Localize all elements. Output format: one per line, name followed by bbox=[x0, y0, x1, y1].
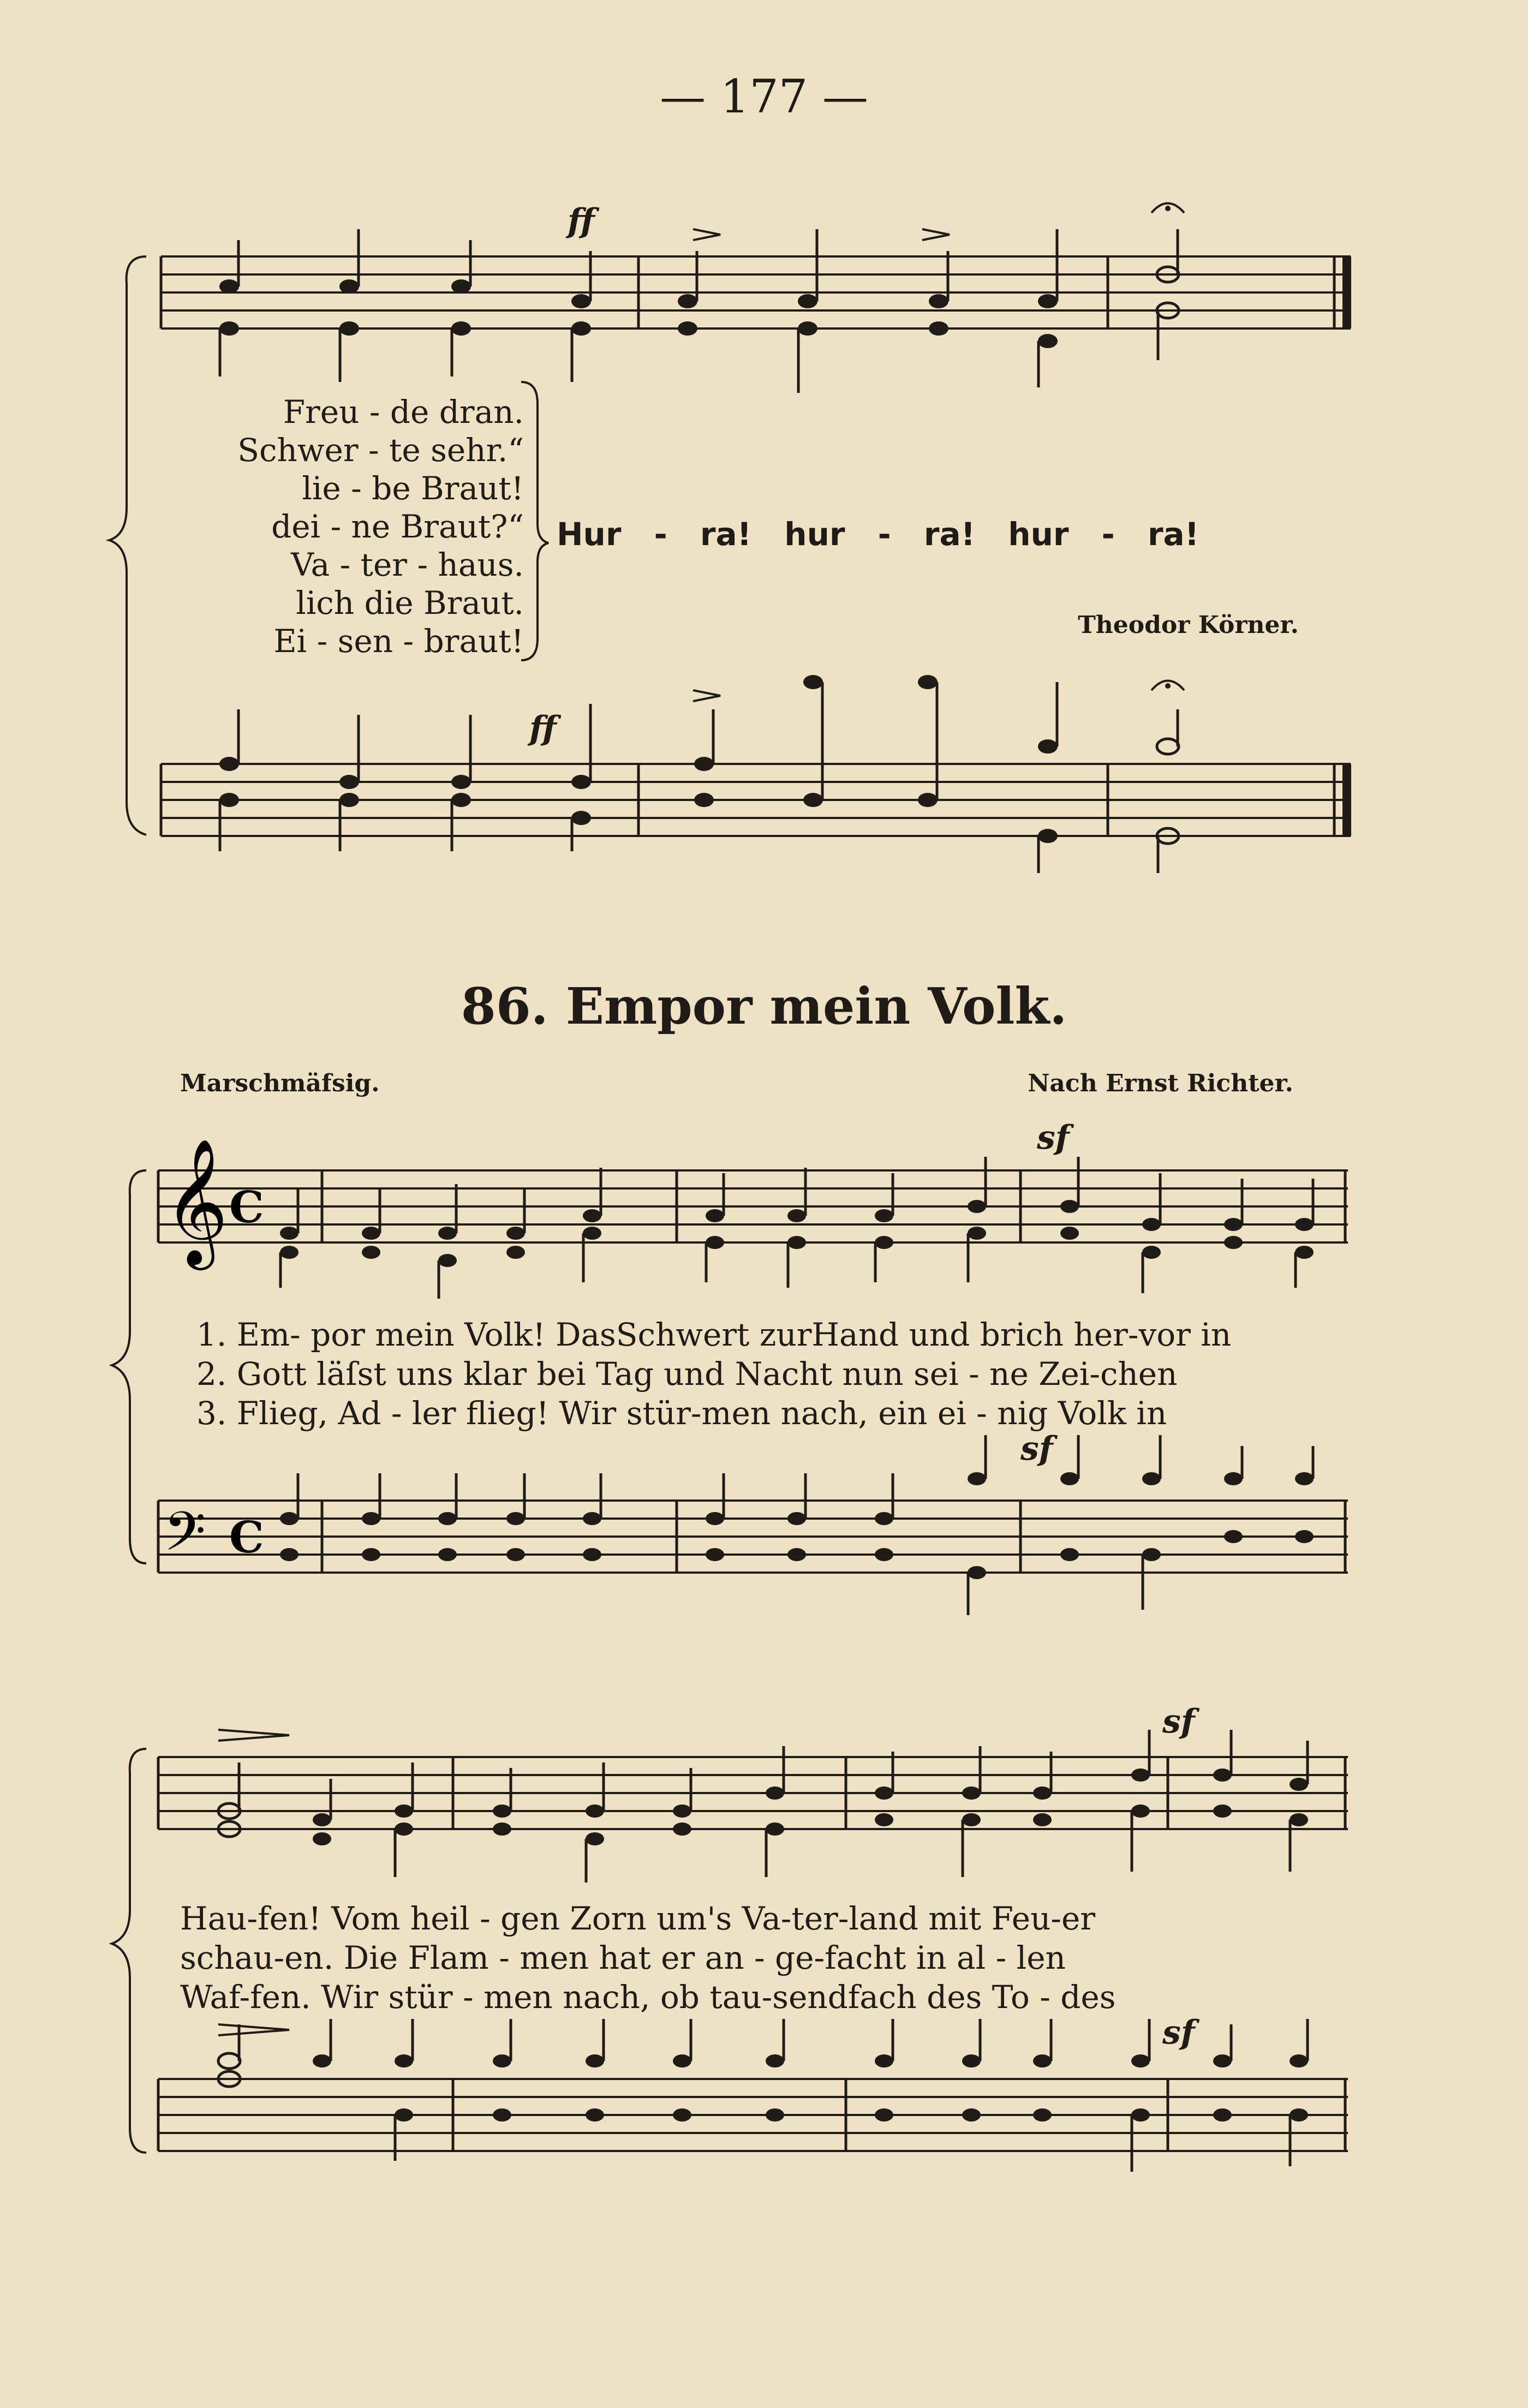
lyric-line: Schwer - te sehr.“ bbox=[237, 432, 524, 469]
verse-line: 3. Flieg, Ad - ler flieg! Wir stür-men nach, ein ei - nig Volk in bbox=[196, 1395, 1167, 1432]
bass-clef-icon: 𝄢 bbox=[164, 1501, 206, 1576]
page-number: — 177 — bbox=[660, 70, 868, 123]
system-brace bbox=[112, 1170, 146, 1563]
verse-line: Hau-fen! Vom heil - gen Zorn um's Va-ter-land mit Feu-er bbox=[180, 1900, 1096, 1937]
verse-line: 2. Gott läſst uns klar bei Tag und Nacht nun sei - ne Zei-chen bbox=[196, 1355, 1178, 1393]
lyric-line: lie - be Braut! bbox=[302, 470, 524, 507]
dynamic-mark: sf bbox=[1162, 2013, 1195, 2052]
upper-staff bbox=[161, 204, 1351, 393]
song-number: 86. bbox=[461, 977, 548, 1036]
song-title bbox=[0, 977, 1528, 1036]
treble-staff bbox=[158, 1730, 1348, 1883]
verse-line: Waf-fen. Wir stür - men nach, ob tau-sendfach des To - des bbox=[180, 1979, 1116, 2016]
dynamic-mark: ff bbox=[529, 709, 557, 748]
treble-clef-icon: 𝄞 bbox=[164, 1138, 229, 1265]
song-title-text: Empor mein Volk. bbox=[565, 977, 1067, 1036]
dynamic-mark: sf bbox=[1037, 1119, 1070, 1157]
common-time-icon: C bbox=[229, 1181, 264, 1233]
top-lyrics-block bbox=[186, 393, 524, 660]
composer-credit: Nach Ernst Richter. bbox=[1028, 1069, 1293, 1097]
verse-line: 1. Em- por mein Volk! DasSchwert zurHand und brich her-vor in bbox=[196, 1316, 1232, 1353]
system-brace bbox=[112, 1749, 146, 2153]
lower-staff bbox=[161, 675, 1351, 873]
lyric-line: dei - ne Braut?“ bbox=[271, 508, 524, 545]
accent-mark bbox=[218, 1730, 289, 1741]
system-2-lyrics bbox=[180, 1899, 1116, 2017]
dynamic-mark: sf bbox=[1020, 1430, 1053, 1468]
dynamic-mark: sf bbox=[1162, 1702, 1195, 1741]
lyric-line: Freu - de dran. bbox=[283, 393, 524, 431]
lyric-line: Ei - sen - braut! bbox=[273, 623, 524, 660]
lyric-line: Va - ter - haus. bbox=[291, 546, 524, 583]
bass-staff bbox=[158, 1435, 1348, 1615]
verse-line: schau-en. Die Flam - men hat er an - ge-facht in al - len bbox=[180, 1939, 1066, 1976]
common-time-icon: C bbox=[229, 1511, 264, 1563]
system-brace bbox=[109, 256, 146, 835]
tempo-marking: Marschmäfsig. bbox=[180, 1069, 380, 1097]
refrain-lyric: Hur - ra! hur - ra! hur - ra! bbox=[557, 516, 1199, 553]
author-credit: Theodor Körner. bbox=[1078, 611, 1299, 639]
system-1-lyrics bbox=[196, 1315, 1231, 1433]
dynamic-mark: ff bbox=[568, 202, 595, 240]
treble-staff bbox=[158, 1138, 1348, 1299]
lyric-line: lich die Braut. bbox=[296, 584, 524, 622]
accent-mark bbox=[922, 229, 950, 240]
lyric-brace bbox=[521, 382, 548, 660]
accent-mark bbox=[693, 229, 720, 240]
